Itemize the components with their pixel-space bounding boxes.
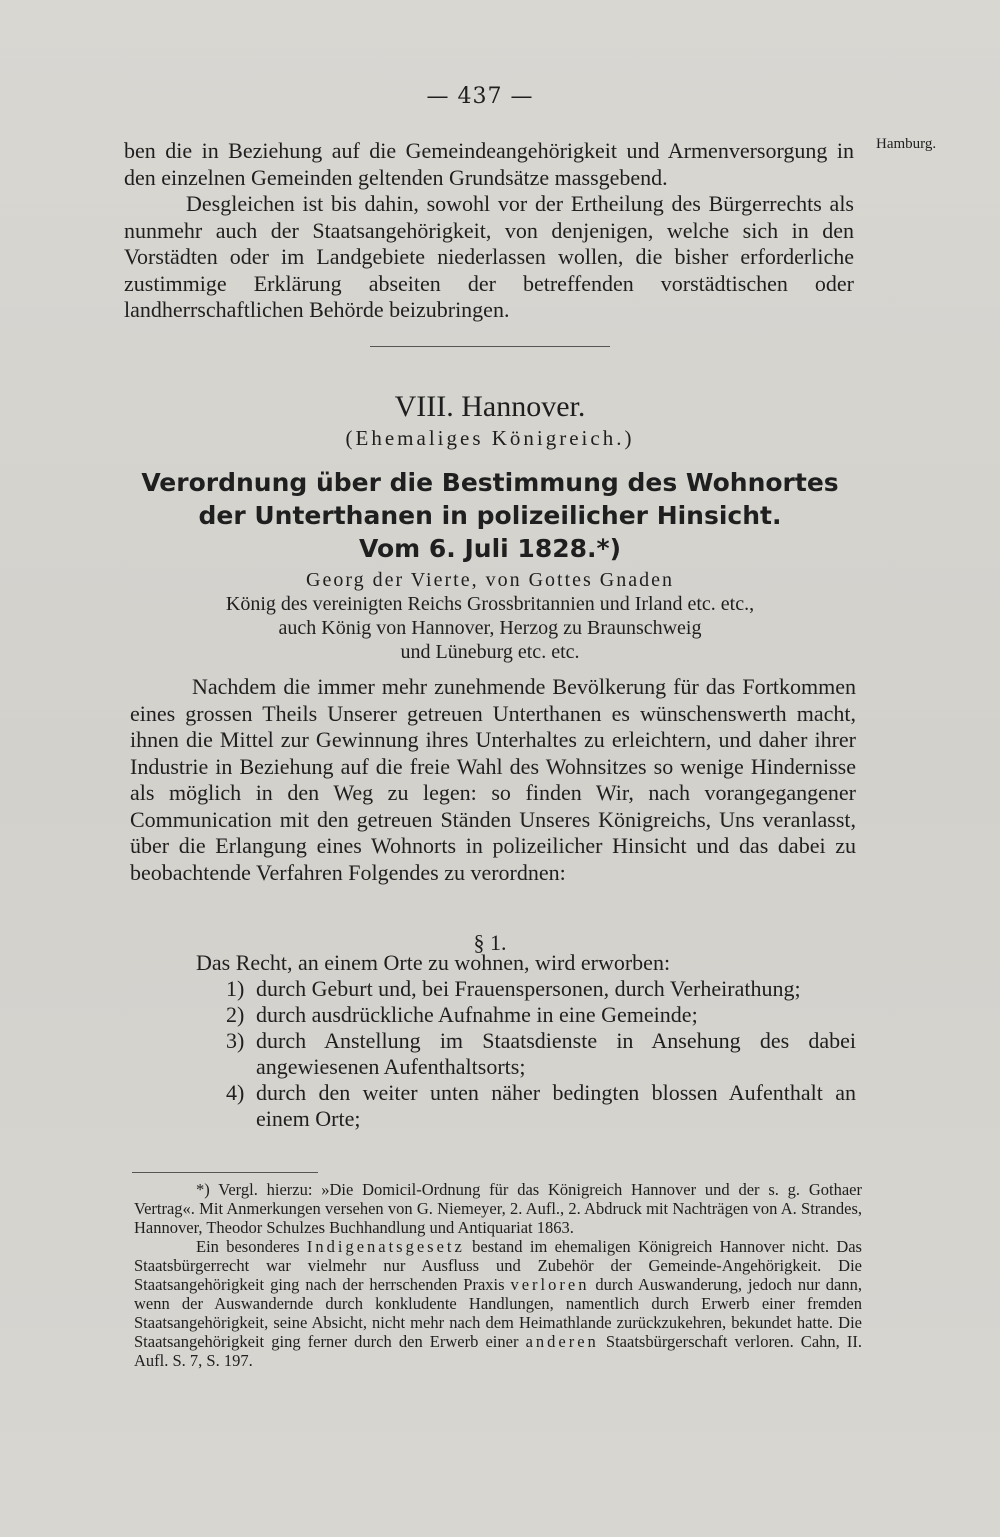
list-item-number: 4) [226,1080,245,1105]
preamble [120,568,860,664]
margin-note: Hamburg. [876,136,937,152]
preamble-line-2: König des vereinigten Reichs Grossbritannien und Irland etc. etc., [225,593,755,615]
intro-text [124,138,854,324]
list-item-text: durch Geburt und, bei Frauenspersonen, durch Verheirathung; [256,976,801,1001]
intro-paragraph-2: Desgleichen ist bis dahin, sowohl vor der Ertheilung des Bürgerrechts als nunmehr auch der Staatsangehörigkeit, von denjenigen, welche sich in den Vorstädten oder im Landgebiete niederlassen wollen, die bisher erforderliche zustimmige Erklärung abseiten der betreffenden vorstädtischen oder landherrschaftlichen Behörde beizubringen. [124,191,854,322]
footnotes [134,1180,862,1370]
list-item [226,1080,856,1132]
list-item [226,976,856,1002]
footnote-1: *) Vergl. hierzu: »Die Domicil-Ordnung für das Königreich Hannover und der s. g. Gothaer Vertrag«. Mit Anmerkungen versehen von G. Niemeyer, 2. Aufl., 2. Abdruck mit Nachträgen von A. Strandes, Hannover, Theodor Schulzes Buchhandlung und Antiquariat 1863. [134,1180,862,1237]
intro-paragraph-1: ben die in Beziehung auf die Gemeindeangehörigkeit und Armenversorgung in den einzelnen Gemeinden geltenden Grundsätze massgebend. [124,138,854,190]
heading-line-3: Vom 6. Juli 1828.*) [358,534,622,563]
body-paragraph: Nachdem die immer mehr zunehmende Bevölkerung für das Fortkommen eines grossen Theils Unserer getreuen Unterthanen es wünschenswerth macht, ihnen die Mittel zur Gewinnung ihres Unterhaltes zu erleichtern, und daher ihrer Industrie in Beziehung auf die freie Wahl des Wohnsitzes so wenige Hindernisse als möglich in den Weg zu legen: so finden Wir, nach vorangegangener Communication mit den getreuen Ständen Unseres Königreichs, Uns veranlasst, über die Erlangung eines Wohnorts in polizeilicher Hinsicht und das dabei zu beobachtende Verfahren Folgendes zu verordnen: [130,674,856,885]
footnote-rule [132,1172,318,1173]
footnote-2-spaced-term-3: anderen [525,1332,599,1351]
footnote-2-part-a: Ein besonderes [196,1237,307,1256]
footnote-2-part-b: bestand im ehemaligen Königreich Hannover nicht. Das Staatsbürgerrecht war vielmehr nur Ausfluss und Zubehör der Gemeinde-Angehörigkeit. Die Staatsangehörigkeit ging nach der herrschenden Praxis [134,1237,862,1294]
footnote-2-part-c: durch Auswanderung, jedoch nur dann, wenn der Auswandernde durch konkludente Handlungen, namentlich durch Erwerb einer fremden Staatsangehörigkeit, seine Absicht, nicht mehr nach dem Heimathlande zurückzukehren, bekundet hatte. Die Staatsangehörigkeit ging ferner durch den Erwerb einer [134,1275,862,1351]
page-number: — 437 — [426,84,534,109]
section-subtitle: (Ehemaliges Königreich.) [345,426,635,450]
preamble-line-1: Georg der Vierte, von Gottes Gnaden [306,569,674,591]
preamble-line-3: auch König von Hannover, Herzog zu Braunschweig [278,617,702,639]
list-intro: Das Recht, an einem Orte zu wohnen, wird erworben: [196,950,671,975]
section-divider [370,346,610,347]
preamble-line-4: und Lüneburg etc. etc. [400,641,580,663]
list-item-text: durch ausdrückliche Aufnahme in eine Gemeinde; [256,1002,698,1027]
list-item-text: durch Anstellung im Staatsdienste in Ansehung des dabei angewiesenen Aufenthaltsorts; [256,1028,856,1079]
ordinance-heading [120,466,860,565]
list-item [226,1028,856,1080]
list-item-number: 2) [226,1002,245,1027]
heading-line-1: Verordnung über die Bestimmung des Wohnortes [141,468,839,497]
acquisition-list [226,976,856,1132]
footnote-2-spaced-term-2: verloren [510,1275,590,1294]
list-item-number: 3) [226,1028,245,1053]
footnote-2-part-d: Staatsbürgerschaft verloren. Cahn, II. Aufl. S. 7, S. 197. [134,1332,862,1370]
footnote-2-spaced-term-1: Indigenatsgesetz [306,1237,465,1256]
paragraph-symbol: § 1. [473,930,507,955]
footnote-2 [134,1237,862,1370]
list-item-text: durch den weiter unten näher bedingten blossen Aufenthalt an einem Orte; [256,1080,856,1131]
list-item [226,1002,856,1028]
body-text [130,674,856,886]
heading-line-2: der Unterthanen in polizeilicher Hinsicht. [198,501,782,530]
section-title: VIII. Hannover. [394,390,586,423]
list-item-number: 1) [226,976,245,1001]
